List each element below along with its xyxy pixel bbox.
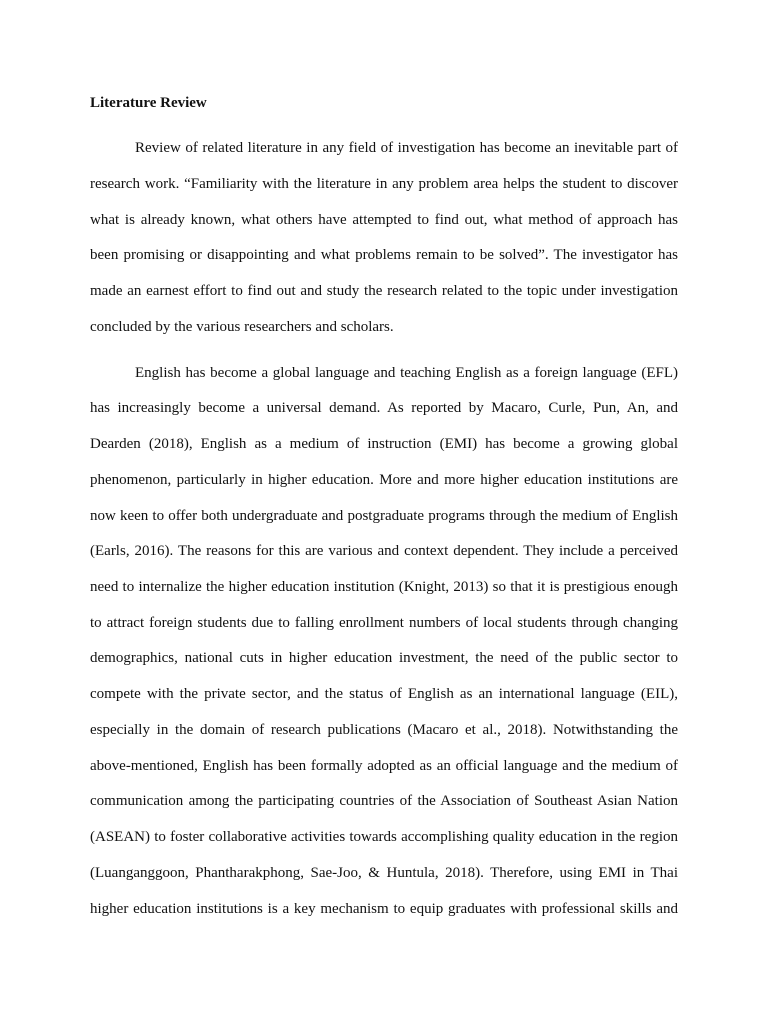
paragraph-2-line-15: (Luanganggoon, Phantharakphong, Sae-Joo, & Huntula, 2018). Therefore, using EMI in Thai [90,865,678,881]
paragraph-2-line-7: need to internalize the higher education institution (Knight, 2013) so that it is prestigious enough [90,579,678,595]
paragraph-2-line-8: to attract foreign students due to falling enrollment numbers of local students through changing [90,615,678,631]
paragraph-2-line-10: compete with the private sector, and the status of English as an international language (EIL), [90,686,678,702]
paragraph-1-line-6: concluded by the various researchers and scholars. [90,319,394,335]
paragraph-1-line-1: Review of related literature in any field of investigation has become an inevitable part of [135,140,678,156]
paragraph-2-line-9: demographics, national cuts in higher education investment, the need of the public sector to [90,650,678,666]
paragraph-1-line-2: research work. “Familiarity with the literature in any problem area helps the student to discover [90,176,678,192]
paragraph-2-line-2: has increasingly become a universal demand. As reported by Macaro, Curle, Pun, An, and [90,400,678,416]
paragraph-2-line-5: now keen to offer both undergraduate and postgraduate programs through the medium of English [90,508,678,524]
paragraph-1-line-4: been promising or disappointing and what problems remain to be solved”. The investigator has [90,247,678,263]
section-heading: Literature Review [90,95,207,111]
paragraph-2-line-13: communication among the participating countries of the Association of Southeast Asian Nation [90,793,678,809]
paragraph-2-line-3: Dearden (2018), English as a medium of instruction (EMI) has become a growing global [90,436,678,452]
paragraph-1-line-3: what is already known, what others have attempted to find out, what method of approach has [90,212,678,228]
paragraph-2-line-14: (ASEAN) to foster collaborative activities towards accomplishing quality education in the region [90,829,678,845]
paragraph-1-line-5: made an earnest effort to find out and study the research related to the topic under investigation [90,283,678,299]
paragraph-2-line-6: (Earls, 2016). The reasons for this are various and context dependent. They include a perceived [90,543,678,559]
paragraph-2-line-11: especially in the domain of research publications (Macaro et al., 2018). Notwithstanding the [90,722,678,738]
paragraph-2-line-16: higher education institutions is a key mechanism to equip graduates with professional skills and [90,901,678,917]
paragraph-2-line-4: phenomenon, particularly in higher education. More and more higher education institutions are [90,472,678,488]
paragraph-2-line-1: English has become a global language and teaching English as a foreign language (EFL) [135,365,678,381]
paragraph-2-line-12: above-mentioned, English has been formally adopted as an official language and the medium of [90,758,678,774]
